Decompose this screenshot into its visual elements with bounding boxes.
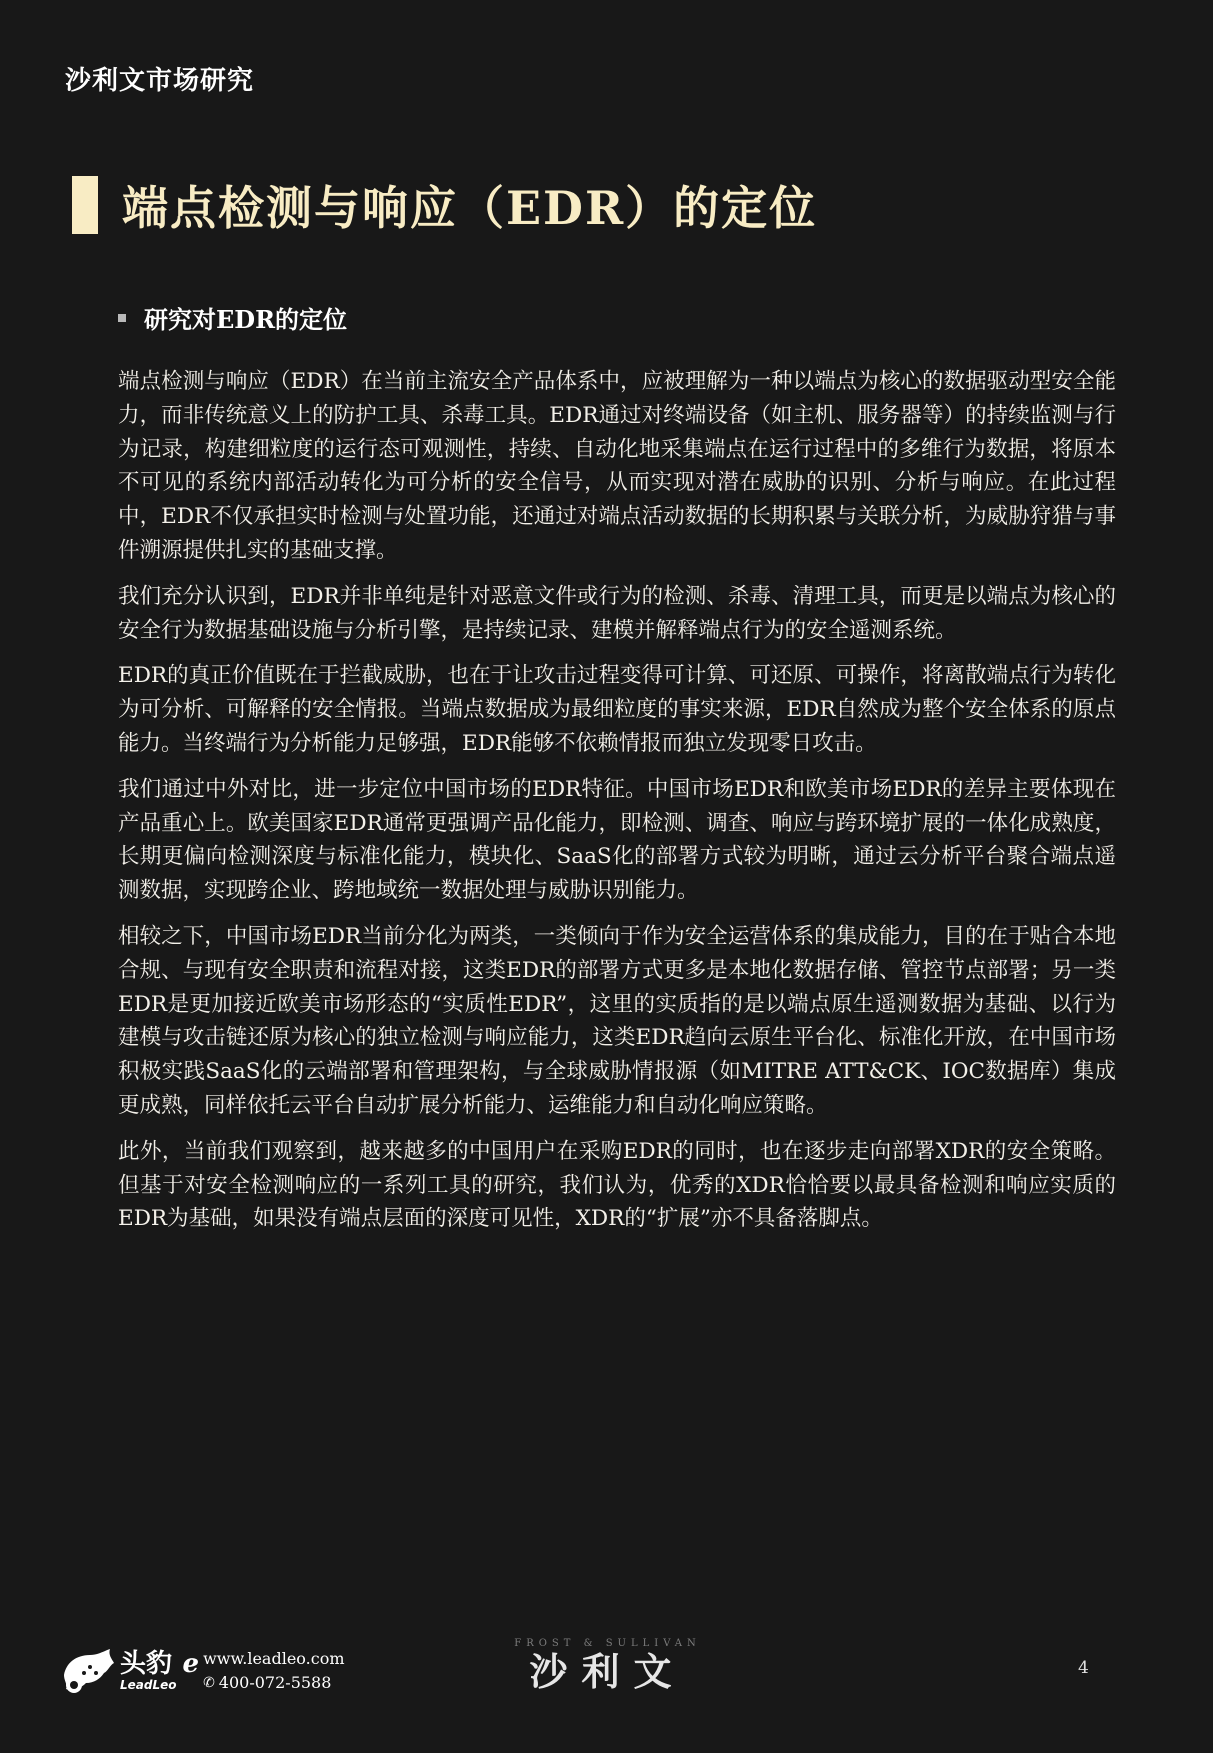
logo-cn: 头豹 [120,1649,173,1679]
paragraph: EDR的真正价值既在于拦截威胁，也在于让攻击过程变得可计算、可还原、可操作，将离散端点行为转化为可分析、可解释的安全情报。当端点数据成为最细粒度的事实来源，EDR自然成为整个安全体系的原点能力。当终端行为分析能力足够强，EDR能够不依赖情报而独立发现零日攻击。 [118,663,1116,756]
paragraph: 此外，当前我们观察到，越来越多的中国用户在采购EDR的同时，也在逐步走向部署XDR的安全策略。但基于对安全检测响应的一系列工具的研究，我们认为，优秀的XDR恰恰要以最具备检测和响应实质的EDR为基础，如果没有端点层面的深度可见性，XDR的“扩展”亦不具备落脚点。 [118,1138,1116,1232]
phone-number: 400-072-5588 [218,1673,332,1692]
contact-info [203,1647,344,1695]
paragraph: 我们充分认识到，EDR并非单纯是针对恶意文件或行为的检测、杀毒、清理工具，而更是以端点为核心的安全行为数据基础设施与分析引擎，是持续记录、建模并解释端点行为的安全遥测系统。 [118,583,1116,643]
section-heading-text: 研究对EDR的定位 [144,305,348,334]
page-number: 4 [1078,1658,1089,1678]
paragraph: 端点检测与响应（EDR）在当前主流安全产品体系中，应被理解为一种以端点为核心的数据驱动型安全能力，而非传统意义上的防护工具、杀毒工具。EDR通过对终端设备（如主机、服务器等）的持续监测与行为记录，构建细粒度的运行态可观测性，持续、自动化地采集端点在运行过程中的多维行为数据，将原本不可见的系统内部活动转化为可分析的安全信号，从而实现对潜在威胁的识别、分析与响应。在此过程中，EDR不仅承担实时检测与处置功能，还通过对端点活动数据的长期积累与关联分析，为威胁狩猎与事件溯源提供扎实的基础支撑。 [118,369,1116,563]
body-text [118,365,1116,1248]
square-bullet-icon [118,314,126,322]
leopard-logo-icon [60,1645,116,1697]
section-heading [118,300,347,335]
frost-sullivan-logo [495,1638,720,1695]
website-link[interactable]: www.leadleo.com [203,1649,345,1668]
frost-sullivan-cn: 沙利文 [529,1650,686,1694]
title-accent-bar [72,176,98,234]
title-block [72,172,817,238]
phone-icon: ✆ [203,1675,215,1691]
frost-sullivan-en: FROST & SULLIVAN [514,1638,701,1649]
footer-leadleo [60,1645,345,1697]
paragraph: 我们通过中外对比，进一步定位中国市场的EDR特征。中国市场EDR和欧美市场EDR的差异主要体现在产品重心上。欧美国家EDR通常更强调产品化能力，即检测、调查、响应与跨环境扩展的一体化成熟度，长期更偏向检测深度与标准化能力，模块化、SaaS化的部署方式较为明晰，通过云分析平台聚合端点遥测数据，实现跨企业、跨地域统一数据处理与威胁识别能力。 [118,776,1116,904]
e-icon: ℯ [182,1649,200,1679]
brand-header: 沙利文市场研究 [65,66,255,96]
page-title: 端点检测与响应（EDR）的定位 [122,181,818,235]
phone-row [203,1671,344,1695]
paragraph: 相较之下，中国市场EDR当前分化为两类，一类倾向于作为安全运营体系的集成能力，目的在于贴合本地合规、与现有安全职责和流程对接，这类EDR的部署方式更多是本地化数据存储、管控节点部署；另一类EDR是更加接近欧美市场形态的“实质性EDR”，这里的实质指的是以端点原生遥测数据为基础、以行为建模与攻击链还原为核心的独立检测与响应能力，这类EDR趋向云原生平台化、标准化开放，在中国市场积极实践SaaS化的云端部署和管理架构，与全球威胁情报源（如MITRE ATT&CK、IOC数据库）集成更成熟，同样依托云平台自动扩展分析能力、运维能力和自动化响应策略。 [118,923,1116,1118]
leadleo-logo-text [120,1650,177,1692]
logo-en: LeadLeo [120,1678,177,1692]
